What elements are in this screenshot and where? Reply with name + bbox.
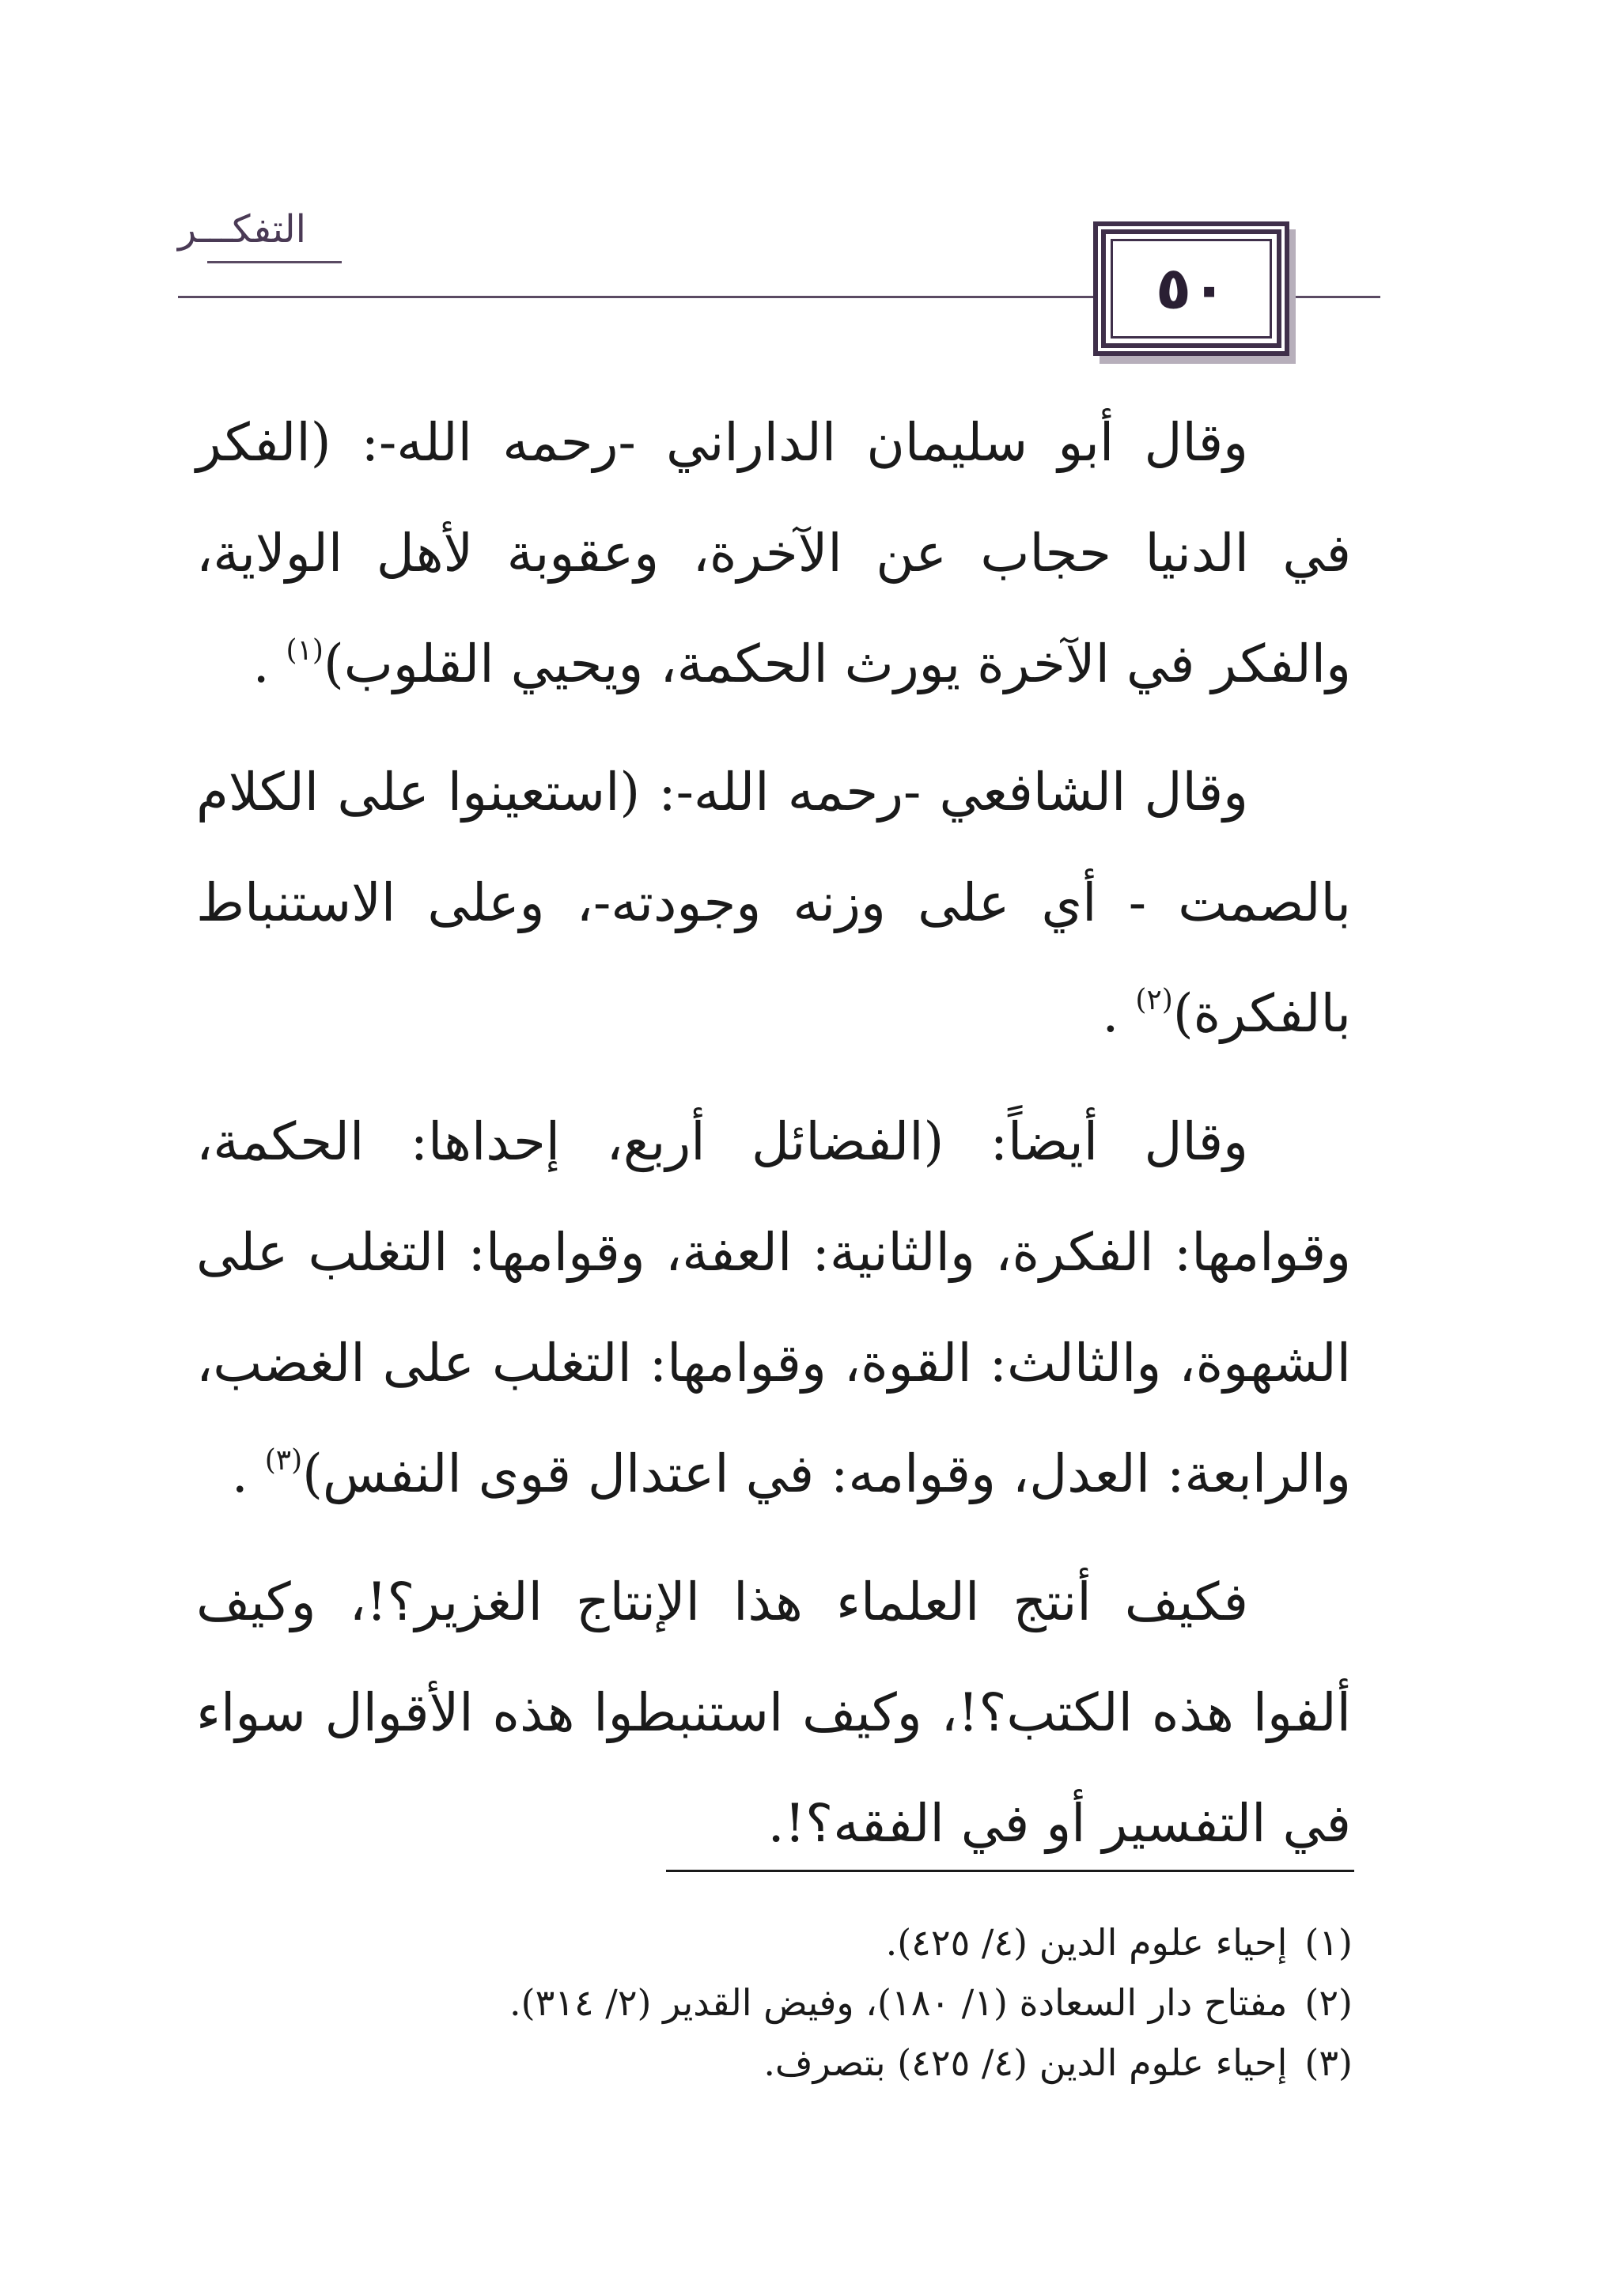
paragraph-1-end: . bbox=[252, 634, 270, 694]
footnote-ref-2: (٢) bbox=[1135, 984, 1173, 1016]
paragraph-1-text: وقال أبو سليمان الداراني -رحمه الله-: (الفكر في الدنيا حجاب عن الآخرة، وعقوبة لأهل الولاية، والفكر في الآخرة يورث الحكمة، ويحيي القلوب) bbox=[196, 412, 1351, 694]
paragraph-4-text: فكيف أنتج العلماء هذا الإنتاج الغزير؟!، وكيف ألفوا هذه الكتب؟!، وكيف استنبطوا هذه الأقوال سواء في التفسير أو في الفقه؟!. bbox=[196, 1572, 1351, 1854]
footnote-number: (٣) bbox=[1304, 2041, 1353, 2084]
footnote-ref-3: (٣) bbox=[264, 1444, 303, 1477]
paragraph-3-text: وقال أيضاً: (الفضائل أربع، إحداها: الحكمة، وقوامها: الفكرة، والثانية: العفة، وقوامها: التغلب على الشهوة، والثالث: القوة، وقوامها: التغلب على الغضب، والرابعة: العدل، وقوامه: في اعتدال قوى النفس) bbox=[196, 1111, 1351, 1504]
footnote-text: إحياء علوم الدين (٤/ ٤٢٥) بتصرف. bbox=[763, 2041, 1288, 2084]
footnote-text: إحياء علوم الدين (٤/ ٤٢٥). bbox=[885, 1921, 1288, 1964]
running-title: التفكـــر bbox=[178, 207, 306, 252]
main-text bbox=[196, 388, 1351, 1897]
page-number-frame bbox=[1101, 229, 1281, 348]
paragraph-3 bbox=[196, 1087, 1351, 1530]
footnote bbox=[196, 2033, 1353, 2093]
page-number: ٥٠ bbox=[1155, 255, 1228, 323]
running-title-underline bbox=[207, 261, 342, 263]
paragraph-2-text: وقال الشافعي -رحمه الله-: (استعينوا على الكلام بالصمت - أي على وزنه وجودته-، وعلى الاستنباط بالفكرة) bbox=[196, 762, 1351, 1044]
footnote-text: مفتاح دار السعادة (١/ ١٨٠)، وفيض القدير (٢/ ٣١٤). bbox=[509, 1981, 1288, 2024]
paragraph-3-end: . bbox=[231, 1443, 248, 1504]
footnote bbox=[196, 1912, 1353, 1973]
footnotes bbox=[196, 1912, 1353, 2093]
footnote-rule bbox=[666, 1870, 1354, 1872]
footnote-number: (١) bbox=[1304, 1921, 1353, 1964]
paragraph-4 bbox=[196, 1547, 1351, 1879]
paragraph-2 bbox=[196, 737, 1351, 1069]
paragraph-2-end: . bbox=[1102, 983, 1119, 1044]
footnote-number: (٢) bbox=[1304, 1981, 1353, 2024]
footnote bbox=[196, 1973, 1353, 2033]
footnote-ref-1: (١) bbox=[286, 634, 324, 667]
paragraph-1 bbox=[196, 388, 1351, 720]
